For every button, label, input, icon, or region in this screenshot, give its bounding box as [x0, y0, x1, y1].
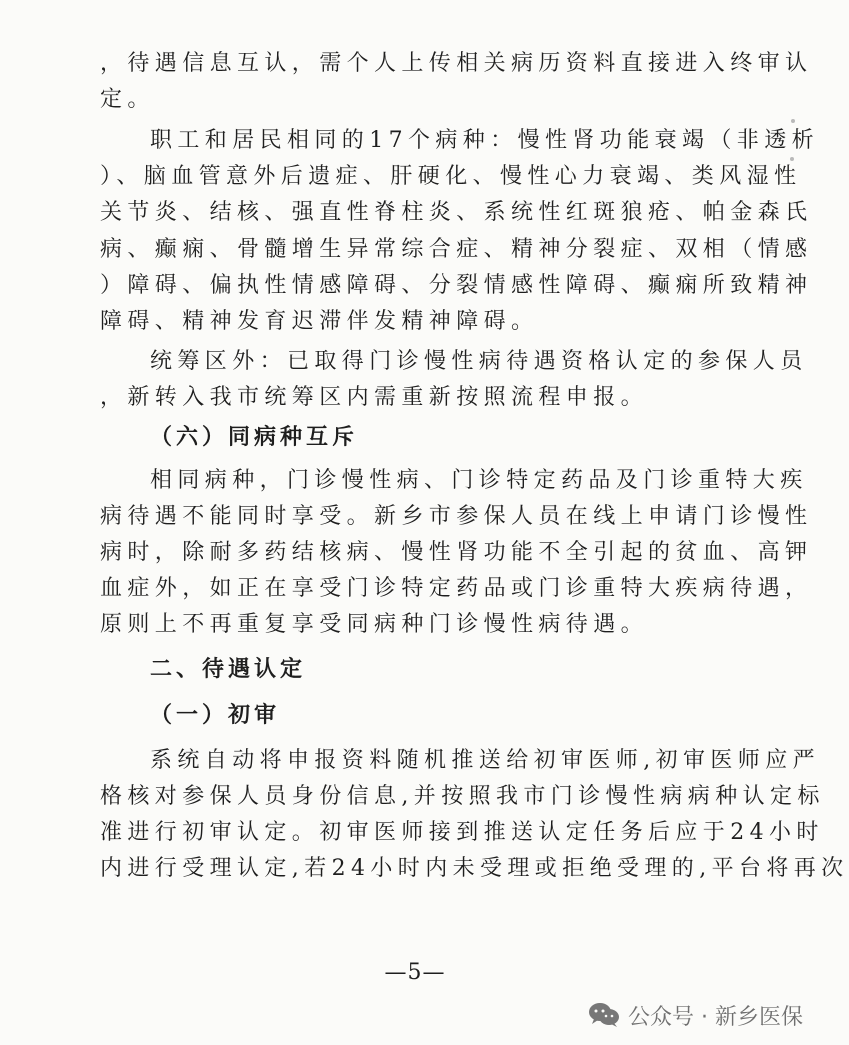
paragraph-outside-region-line-1: 统筹区外：已取得门诊慢性病待遇资格认定的参保人员: [150, 349, 808, 374]
paragraph-initial-review-line-3: 准进行初审认定。初审医师接到推送认定任务后应于24小时: [100, 820, 824, 845]
paragraph-mutual-exclusion-line-2: 病待遇不能同时享受。新乡市参保人员在线上申请门诊慢性: [100, 504, 813, 529]
wechat-icon: [587, 1001, 621, 1029]
paragraph-mutual-exclusion-line-4: 血症外，如正在享受门诊特定药品或门诊重特大疾病待遇，: [100, 576, 813, 601]
section-heading-six: （六）同病种互斥: [150, 424, 359, 451]
scan-dot: [791, 119, 795, 123]
watermark-text: 公众号 · 新乡医保: [628, 1004, 803, 1030]
scan-dot: [790, 157, 794, 161]
paragraph-initial-review-line-4: 内进行受理认定,若24小时内未受理或拒绝受理的,平台将再次: [100, 856, 849, 881]
paragraph-mutual-exclusion-line-5: 原则上不再重复享受同病种门诊慢性病待遇。: [100, 612, 649, 637]
paragraph-outside-region-line-2: ，新转入我市统筹区内需重新按照流程申报。: [100, 385, 649, 410]
paragraph-17-diseases-line-1: 职工和居民相同的17个病种：慢性肾功能衰竭（非透析: [150, 128, 819, 153]
paragraph-mutual-exclusion-line-1: 相同病种，门诊慢性病、门诊特定药品及门诊重特大疾: [150, 468, 808, 493]
paragraph-17-diseases-line-2: ）、脑血管意外后遗症、肝硬化、慢性心力衰竭、类风湿性: [100, 164, 802, 189]
paragraph-17-diseases-line-3: 关节炎、结核、强直性脊柱炎、系统性红斑狼疮、帕金森氏: [100, 200, 813, 225]
paragraph-17-diseases-line-5: ）障碍、偏执性情感障碍、分裂情感性障碍、癫痫所致精神: [100, 273, 813, 298]
paragraph-initial-review-line-2: 格核对参保人员身份信息,并按照我市门诊慢性病病种认定标: [100, 784, 825, 809]
page-number: —5—: [384, 960, 446, 985]
section-heading-two: 二、待遇认定: [150, 657, 307, 683]
paragraph-mutual-exclusion-line-3: 病时，除耐多药结核病、慢性肾功能不全引起的贫血、高钾: [100, 540, 813, 565]
text-line-2: 定。: [100, 87, 155, 112]
paragraph-initial-review-line-1: 系统自动将申报资料随机推送给初审医师,初审医师应严: [150, 748, 820, 773]
paragraph-17-diseases-line-4: 病、癫痫、骨髓增生异常综合症、精神分裂症、双相（情感: [100, 237, 813, 262]
paragraph-17-diseases-line-6: 障碍、精神发育迟滞伴发精神障碍。: [100, 309, 539, 334]
subsection-heading-initial-review: （一）初审: [150, 702, 281, 728]
wechat-account-watermark: [587, 1000, 803, 1030]
text-line-1: ，待遇信息互认，需个人上传相关病历资料直接进入终审认: [100, 51, 813, 76]
